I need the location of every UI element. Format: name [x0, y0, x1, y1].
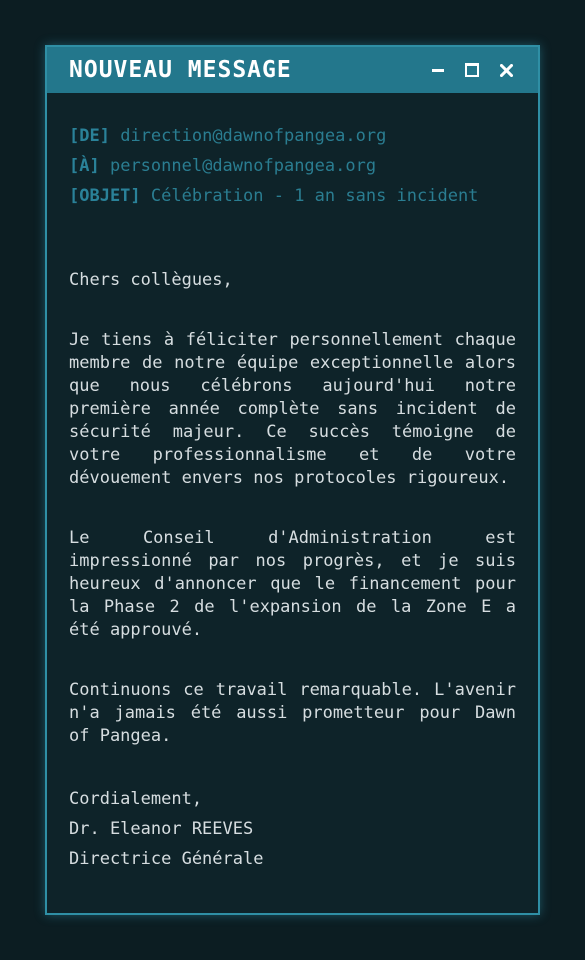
to-label: [À] — [69, 156, 100, 176]
to-address: personnel@dawnofpangea.org — [109, 156, 377, 176]
paragraph-2: Le Conseil d'Administration est impressionné par nos progrès, et je suis heureux d'annoncer que le financement pour la Phase 2 de l'expansion de la Zone E a été approuvé. — [69, 528, 516, 640]
from-line — [69, 121, 516, 151]
greeting: Chers collègues, — [69, 270, 233, 290]
window-title: NOUVEAU MESSAGE — [69, 57, 292, 83]
message-window — [45, 45, 540, 915]
to-line — [69, 151, 516, 181]
from-label: [DE] — [69, 126, 110, 146]
signature-title: Directrice Générale — [69, 849, 264, 869]
close-icon — [500, 64, 513, 77]
closing: Cordialement, — [69, 789, 203, 809]
from-address: direction@dawnofpangea.org — [120, 126, 387, 146]
window-controls — [428, 60, 516, 80]
minimize-button[interactable] — [428, 60, 448, 80]
signature-block — [69, 784, 516, 874]
subject-label: [OBJET] — [69, 186, 141, 206]
maximize-icon — [465, 63, 479, 77]
paragraph-1: Je tiens à féliciter personnellement chaque membre de notre équipe exceptionnelle alors que nous célébrons aujourd'hui notre première année complète sans incident de sécurité majeur. Ce succès témoigne de votre professionnalisme et de votre dévouement envers nos protocoles rigoureux. — [69, 330, 516, 488]
message-content — [47, 93, 538, 874]
close-button[interactable] — [496, 60, 516, 80]
signature-name: Dr. Eleanor REEVES — [69, 819, 254, 839]
subject-line — [69, 181, 516, 211]
maximize-button[interactable] — [462, 60, 482, 80]
subject-text: Célébration - 1 an sans incident — [150, 186, 479, 206]
title-bar[interactable] — [47, 47, 538, 93]
minimize-icon — [432, 69, 444, 72]
paragraph-3: Continuons ce travail remarquable. L'avenir n'a jamais été aussi prometteur pour Dawn of Pangea. — [69, 680, 516, 746]
